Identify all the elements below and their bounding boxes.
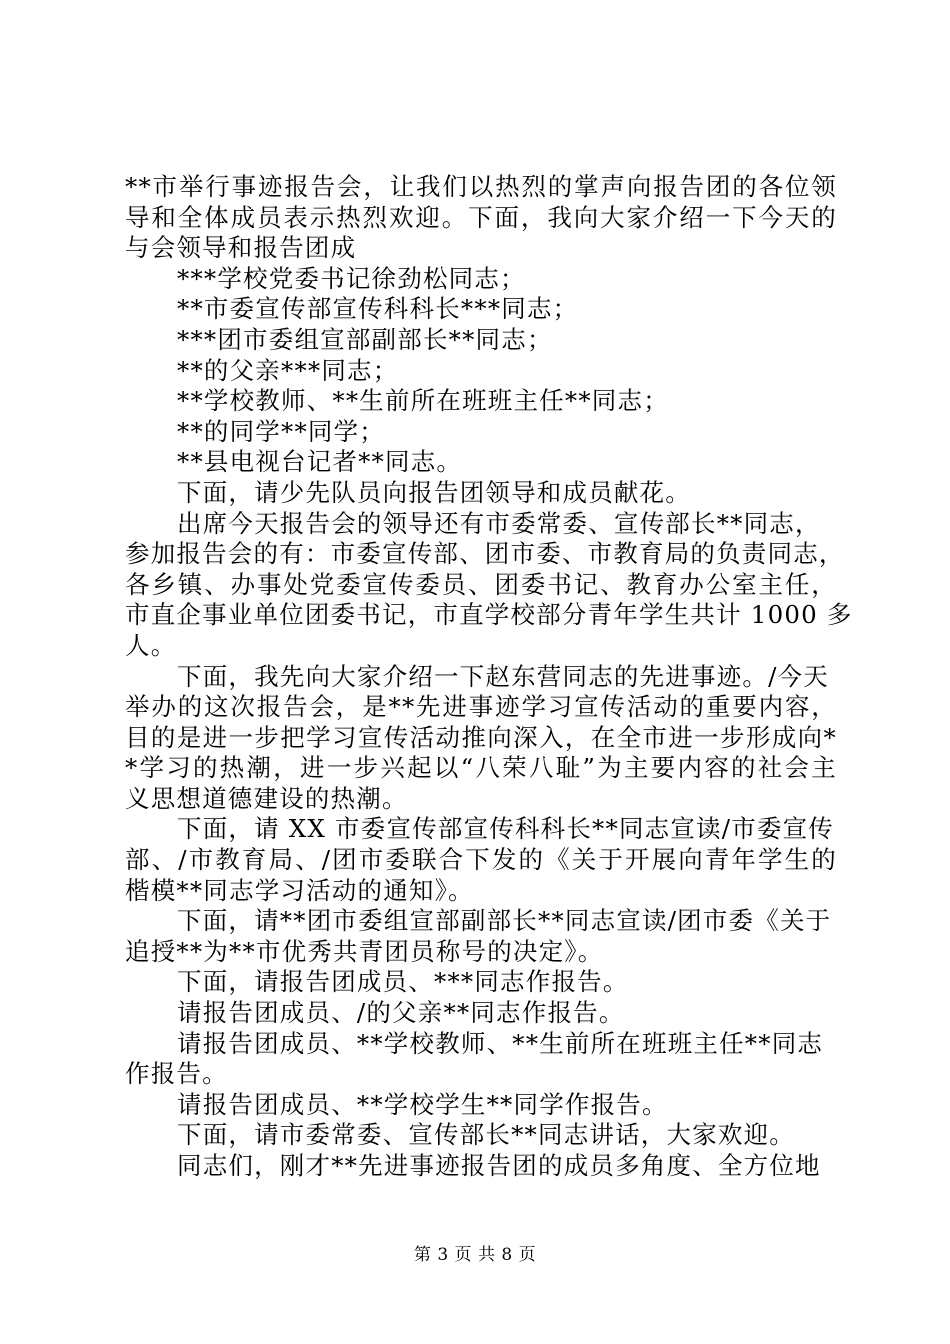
text-line: 下面，请报告团成员、***同志作报告。 [177,967,629,997]
page-footer [0,1244,950,1266]
text-line: 下面，请少先队员向报告团领导和成员献花。 [177,477,691,507]
text-line: 同志们，刚才**先进事迹报告团的成员多角度、全方位地 [177,1151,821,1180]
text-line: 下面，请市委常委、宣传部长**同志讲话，大家欢迎。 [177,1120,795,1150]
text-line: 义思想道德建设的热潮。 [125,783,408,813]
text-line: 请报告团成员、**学校教师、**生前所在班班主任**同志 [177,1028,824,1058]
text-line: **县电视台记者**同志。 [177,447,463,477]
text-line: 目的是进一步把学习宣传活动推向深入，在全市进一步形成向* [125,722,837,752]
text-line: 各乡镇、办事处党委宣传委员、团委书记、教育办公室主任， [125,569,837,599]
text-line: **学校教师、**生前所在班班主任**同志； [177,386,669,416]
text-line: 参加报告会的有：市委宣传部、团市委、市教育局的负责同志， [125,539,845,569]
text-line: *学习的热潮，进一步兴起以“八荣八耻”为主要内容的社会主 [125,753,837,783]
text-line: 下面，我先向大家介绍一下赵东营同志的先进事迹。/今天 [177,661,829,691]
text-line: **市举行事迹报告会，让我们以热烈的掌声向报告团的各位领 [125,172,837,201]
text-line: 作报告。 [125,1059,228,1089]
text-line: 追授**为**市优秀共青团员称号的决定》。 [125,936,604,966]
text-line: **的父亲***同志； [177,355,399,385]
text-line: 市直企事业单位团委书记，市直学校部分青年学生共计 1000 多 [125,600,853,630]
text-line: **市委宣传部宣传科科长***同志； [177,294,579,324]
text-line: **的同学**同学； [177,416,385,446]
text-line: 举办的这次报告会，是**先进事迹学习宣传活动的重要内容， [125,692,837,722]
text-line: 下面，请 XX 市委宣传部宣传科科长**同志宣读/市委宣传 [177,814,835,844]
text-line: ***团市委组宣部副部长**同志； [177,324,553,354]
text-line: 下面，请**团市委组宣部副部长**同志宣读/团市委《关于 [177,906,832,936]
text-line: 请报告团成员、**学校学生**同学作报告。 [177,1089,668,1119]
text-line: 导和全体成员表示热烈欢迎。下面，我向大家介绍一下今天的 [125,202,837,232]
page-number-label: 第 3 页 共 8 页 [413,1245,537,1265]
text-line: 人。 [125,630,177,660]
text-line: 楷模**同志学习活动的通知》。 [125,875,474,905]
text-line: 请报告团成员、/的父亲**同志作报告。 [177,998,625,1028]
text-line: 与会领导和报告团成 [125,233,357,263]
text-line: 出席今天报告会的领导还有市委常委、宣传部长**同志， [177,508,821,538]
document-body [125,172,853,1182]
text-line: ***学校党委书记徐劲松同志； [177,263,526,293]
text-line: 部、/市教育局、/团市委联合下发的《关于开展向青年学生的 [125,845,837,875]
